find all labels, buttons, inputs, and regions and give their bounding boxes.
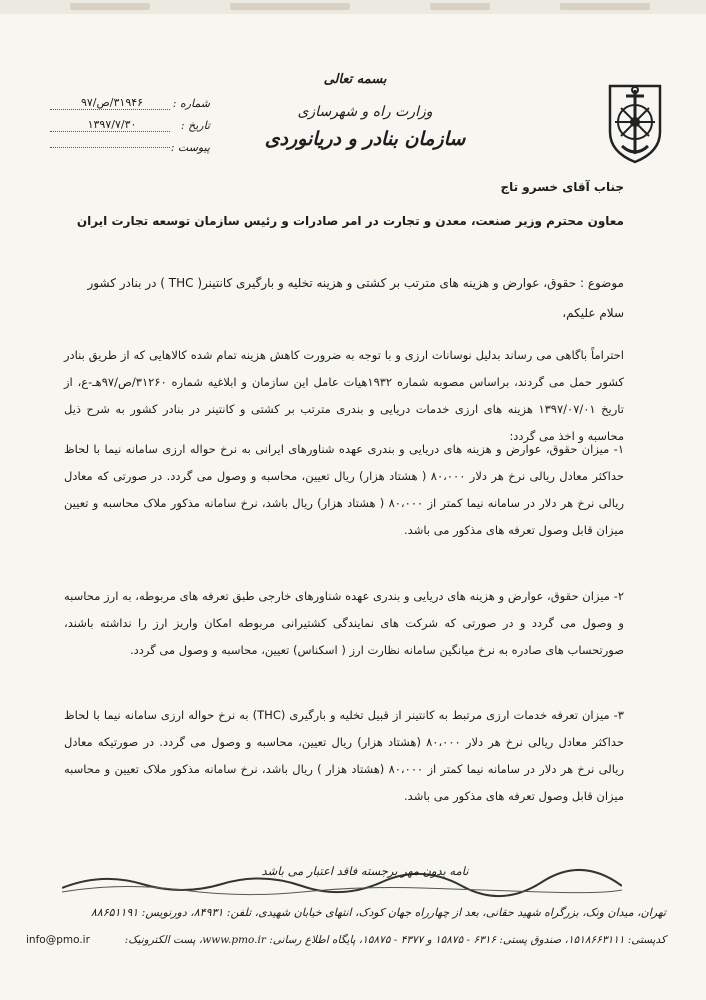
footer-postal-row (26, 934, 666, 946)
item-1-paragraph: ۱- میزان حقوق، عوارض و هزینه های دریایی و بندری عهده شناورهای ایرانی به نرخ حواله ارزی سامانه نیما با لحاظ حداکثر معادل ریالی نرخ هر دلار ۸۰،۰۰۰ ( هشتاد هزار) ریال تعیین، محاسبه و وصول می گردد. در صورتی که معادل ریالی نرخ هر دلار در سامانه نیما کمتر از ۸۰،۰۰۰ ( هشتاد هزار) ریال باشد، نرخ سامانه مذکور ملاک محاسبه و تعیین میزان قابل وصول تعرفه های مذکور می باشد. (64, 442, 625, 537)
number-row (50, 92, 210, 114)
attachment-value (50, 147, 170, 148)
anchor-ship-wheel-emblem-icon (604, 76, 666, 164)
footer-slogan: نامه بدون مهر برجسته فاقد اعتبار می باشد (261, 864, 469, 878)
attachment-label: پیوست : (170, 140, 210, 154)
date-label: تاریخ : (180, 118, 210, 132)
attachment-row (50, 136, 210, 158)
number-value: ۳۱۹۴۶/ص/۹۷ (50, 96, 170, 110)
recipient-name: جناب آقای خسرو تاج (500, 180, 624, 194)
recipient-title: معاون محترم وزیر صنعت، معدن و تجارت در امر صادرات و رئیس سازمان توسعه تجارت ایران (76, 214, 624, 228)
footer-address: تهران، میدان ونک، بزرگراه شهید حقانی، بعد از چهارراه جهان کودک، انتهای خیابان شهیدی، تلفن: ۸۴۹۳۱، دورنویس: ۸۸۶۵۱۱۹۱ (90, 906, 666, 919)
basmala: بسمه تعالی (323, 72, 387, 87)
item-3-paragraph: ۳- میزان تعرفه خدمات ارزی مرتبط به کانتینر از قبیل تخلیه و بارگیری (THC) به نرخ حواله ارزی سامانه نیما با لحاظ حداکثر معادل ریالی نرخ هر دلار ۸۰،۰۰۰ (هشتاد هزار) ریال تعیین، محاسبه و وصول می گردد. در صورتیکه معادل ریالی نرخ هر دلار در سامانه نیما کمتر از ۸۰،۰۰۰ (هشتاد هزار ) ریال باشد، نرخ سامانه مذکور ملاک تعیین و محاسبه میزان قابل وصول تعرفه های مذکور می باشد. (64, 708, 625, 803)
ministry-name: وزارت راه و شهرسازی (297, 104, 433, 120)
date-value: ۱۳۹۷/۷/۳۰ (50, 118, 170, 132)
letter-meta (50, 92, 210, 158)
greeting: سلام علیکم، (562, 306, 624, 320)
binder-strip (0, 0, 706, 14)
subject-line: موضوع : حقوق، عوارض و هزینه های مترتب بر کشتی و هزینه تخلیه و بارگیری کانتینر( THC ) در بنادر کشور (87, 276, 624, 290)
intro-paragraph: احتراماً باگاهی می رساند بدلیل نوسانات ارزی و با توجه به ضرورت کاهش هزینه تمام شده کالاهایی که از طریق بنادر کشور حمل می گردند، براساس مصوبه شماره ۱۹۳۲هیات عامل این سازمان و ابلاغیه شماره ۳۱۲۶۰/ص/۹۷هـ-ع، از تاریخ ۱۳۹۷/۰۷/۰۱ هزینه های ارزی خدمات دریایی و بندری مترتب بر کشتی و کانتینر در بنادر کشور به شرح ذیل محاسبه و اخذ می گردد: (64, 348, 625, 443)
organization-name: سازمان بنادر و دریانوردی (264, 128, 466, 150)
footer-email[interactable]: info@pmo.ir (26, 934, 90, 946)
item-2-paragraph: ۲- میزان حقوق، عوارض و هزینه های دریایی و بندری عهده شناورهای خارجی طبق تعرفه های مربوطه، به ارز محاسبه و وصول می گردد و در صورتی که شرکت های نمایندگی کشتیرانی مربوطه امکان واریز ارز را نداشته باشند، صورتحساب های صادره به نرخ میانگین سامانه نظارت ارز ( اسکناس) تعیین، محاسبه و وصول می گردد. (64, 589, 624, 657)
date-row (50, 114, 210, 136)
number-label: شماره : (172, 96, 210, 110)
footer-postal-text: کدپستی: ۱۵۱۸۶۶۳۱۱۱، صندوق پستی: ۶۳۱۶ - ۱۵۸۷۵ و ۴۳۷۷ - ۱۵۸۷۵، پایگاه اطلاع رسانی: www.pmo.ir، پست الکترونیک: (124, 934, 666, 946)
